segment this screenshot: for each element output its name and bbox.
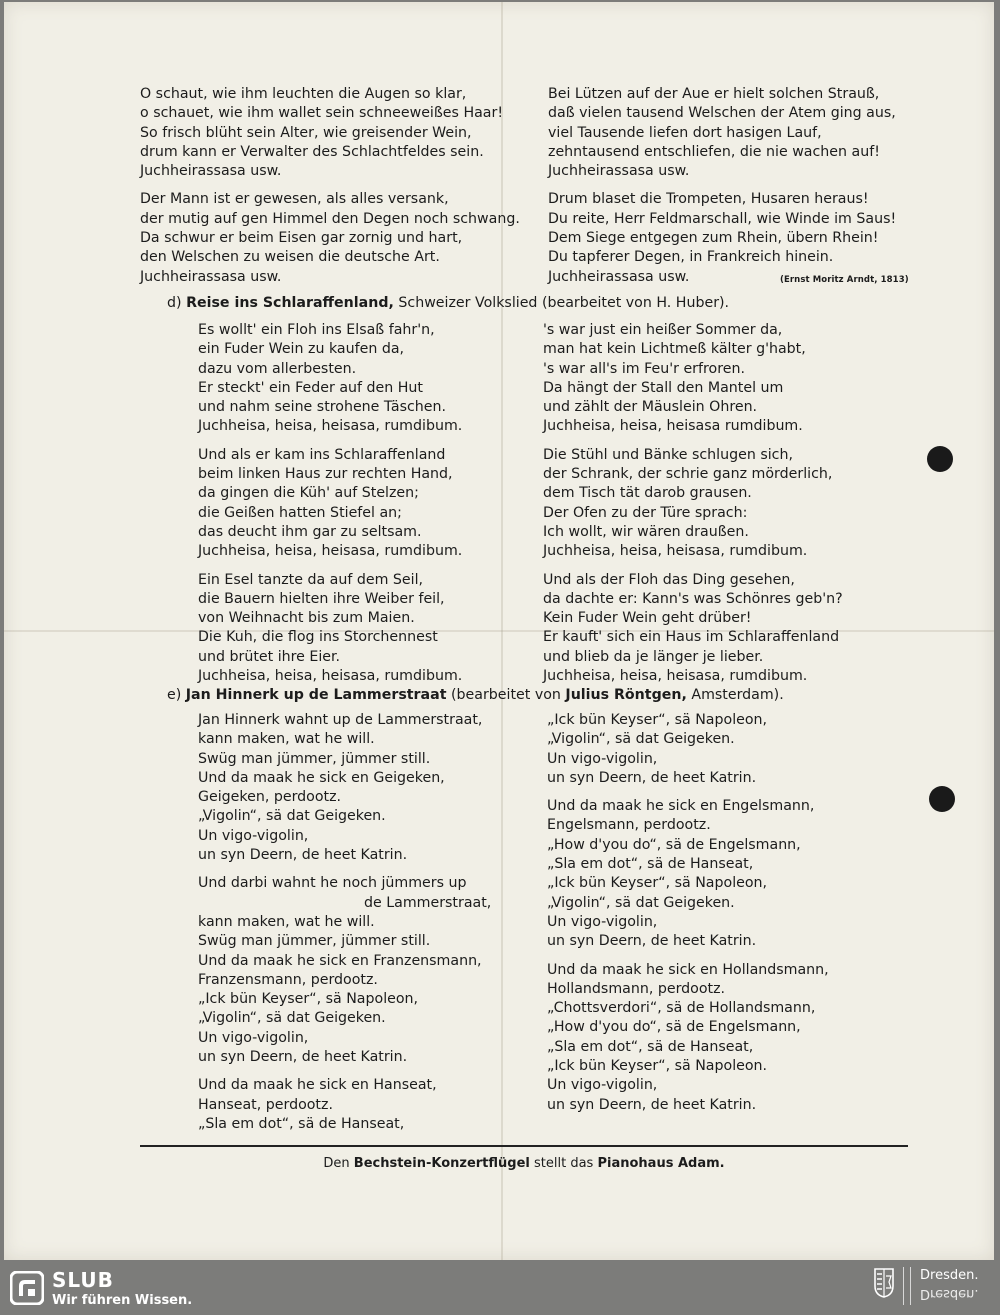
stanza-gap xyxy=(198,562,462,571)
divider xyxy=(903,1267,904,1305)
verse-line: Es wollt' ein Floh ins Elsaß fahr'n, xyxy=(198,322,435,338)
verse-line: und nahm seine strohene Täschen. xyxy=(198,399,447,416)
verse-line: 's war all's im Feu'r erfroren. xyxy=(543,360,745,377)
verse-line: Juchheisa, heisa, heisasa rumdibum. xyxy=(543,418,803,435)
footer-note-brand: Bechstein-Konzertflügel xyxy=(353,1156,530,1171)
verse-line: Da schwur er beim Eisen gar zornig und hart, xyxy=(140,230,463,247)
verse-line: un syn Deern, de heet Katrin. xyxy=(198,847,408,864)
verse-line: Und da maak he sick en Hollandsmann, xyxy=(547,961,829,978)
verse-line: der mutig auf gen Himmel den Degen noch schwang. xyxy=(140,210,520,227)
verse-line: Franzensmann, perdootz. xyxy=(198,971,378,988)
section-d-subtitle: Schweizer Volkslied (bearbeitet von H. Huber). xyxy=(398,295,730,311)
verse-line: Juchheirassasa usw. xyxy=(140,163,282,180)
verse-line: beim linken Haus zur rechten Hand, xyxy=(198,466,453,483)
footer-note-mid: stellt das xyxy=(534,1156,594,1171)
footer-note-pre: Den xyxy=(323,1156,350,1171)
verse-line: Hollandsmann, perdootz. xyxy=(547,980,726,997)
verse-line: o schauet, wie ihm wallet sein schneeweißes Haar! xyxy=(140,105,504,122)
verse-line: O schaut, wie ihm leuchten die Augen so klar, xyxy=(140,86,467,102)
verse-line: „Sla em dot“, sä de Hanseat, xyxy=(547,1038,754,1055)
verse-line: Un vigo-vigolin, xyxy=(198,1029,309,1046)
verse-line: Juchheisa, heisa, heisasa, rumdibum. xyxy=(198,543,463,560)
verse-line: Der Mann ist er gewesen, als alles versank, xyxy=(140,191,449,208)
verse-line: dem Tisch tät darob grausen. xyxy=(543,485,752,502)
slub-tagline: Wir führen Wissen. xyxy=(52,1293,193,1308)
verse-line: Engelsmann, perdootz. xyxy=(547,817,711,834)
verse-line: Swüg man jümmer, jümmer still. xyxy=(198,933,431,950)
song-top-left-column xyxy=(140,85,520,287)
stanza-gap xyxy=(547,952,829,961)
verse-line: Un vigo-vigolin, xyxy=(198,827,309,844)
section-d-left-column xyxy=(198,321,462,686)
verse-line: Kein Fuder Wein geht drüber! xyxy=(543,610,752,627)
verse-line: Juchheisa, heisa, heisasa, rumdibum. xyxy=(543,668,808,685)
verse-line: die Geißen hatten Stiefel an; xyxy=(198,504,402,521)
verse-line: Bei Lützen auf der Aue er hielt solchen Strauß, xyxy=(548,86,880,102)
divider xyxy=(910,1267,911,1305)
dresden-crest-icon xyxy=(874,1268,894,1298)
verse-line: da gingen die Küh' auf Stelzen; xyxy=(198,485,419,502)
verse-line: Die Stühl und Bänke schlugen sich, xyxy=(543,446,793,463)
section-d-marker: d) xyxy=(167,295,182,311)
section-e-subtitle-pre: (bearbeitet von xyxy=(451,687,561,703)
section-e-heading xyxy=(167,685,784,705)
verse-line: daß vielen tausend Welschen der Atem ging aus, xyxy=(548,105,896,122)
verse-line: und blieb da je länger je lieber. xyxy=(543,648,764,665)
section-e-marker: e) xyxy=(167,687,182,703)
verse-line: „How d'you do“, sä de Engelsmann, xyxy=(547,836,801,853)
stanza-gap xyxy=(140,181,520,190)
verse-line: Hanseat, perdootz. xyxy=(198,1096,333,1113)
verse-line: Ein Esel tanzte da auf dem Seil, xyxy=(198,571,424,588)
footer-rule xyxy=(140,1145,908,1147)
stanza-gap xyxy=(198,865,491,874)
verse-line: Ich wollt, wir wären draußen. xyxy=(543,523,749,540)
verse-line: ein Fuder Wein zu kaufen da, xyxy=(198,341,405,358)
stanza-gap xyxy=(198,1067,491,1076)
fold-crease-horizontal xyxy=(4,630,994,632)
verse-line: Und da maak he sick en Franzensmann, xyxy=(198,952,482,969)
verse-line: un syn Deern, de heet Katrin. xyxy=(547,769,757,786)
slub-name[interactable]: SLUB xyxy=(52,1268,114,1292)
verse-line: und zählt der Mäuslein Ohren. xyxy=(543,399,758,416)
author-credit: (Ernst Moritz Arndt, 1813) xyxy=(780,274,909,285)
verse-line: „Ick bün Keyser“, sä Napoleon, xyxy=(547,712,768,728)
verse-line: „Ick bün Keyser“, sä Napoleon, xyxy=(198,991,419,1008)
verse-line: Und da maak he sick en Geigeken, xyxy=(198,769,445,786)
verse-line: Un vigo-vigolin, xyxy=(547,913,658,930)
verse-line: Juchheirassasa usw. (Ernst Moritz Arndt, 1813) xyxy=(548,268,896,287)
stanza-gap xyxy=(547,788,829,797)
verse-line: und brütet ihre Eier. xyxy=(198,648,341,665)
verse-line: Juchheisa, heisa, heisasa, rumdibum. xyxy=(543,543,808,560)
verse-line: 's war just ein heißer Sommer da, xyxy=(543,322,783,338)
verse-line: viel Tausende liefen dort hasigen Lauf, xyxy=(548,124,822,141)
verse-line: da dachte er: Kann's was Schönres geb'n? xyxy=(543,590,843,607)
verse-line: der Schrank, der schrie ganz mörderlich, xyxy=(543,466,833,483)
verse-line: „Ick bün Keyser“, sä Napoleon, xyxy=(547,875,768,892)
stanza-gap xyxy=(543,562,843,571)
viewer-footer-bar xyxy=(0,1262,1000,1315)
verse-line: zehntausend entschliefen, die nie wachen auf! xyxy=(548,143,880,160)
verse-line: Und da maak he sick en Hanseat, xyxy=(198,1077,437,1094)
section-e-right-column xyxy=(547,711,829,1115)
verse-line: Juchheisa, heisa, heisasa, rumdibum. xyxy=(198,418,463,435)
verse-line: Juchheirassasa usw. xyxy=(548,163,690,180)
verse-line: Jan Hinnerk wahnt up de Lammerstraat, xyxy=(198,712,483,728)
verse-line: Du reite, Herr Feldmarschall, wie Winde im Saus! xyxy=(548,210,897,227)
section-e-left-column xyxy=(198,711,491,1134)
section-e-arranger: Julius Röntgen, xyxy=(565,687,687,703)
punch-hole-upper xyxy=(927,446,953,472)
verse-line: Und als er kam ins Schlaraffenland xyxy=(198,446,446,463)
verse-line: Juchheisa, heisa, heisasa, rumdibum. xyxy=(198,668,463,685)
slub-logo-icon[interactable] xyxy=(10,1271,44,1305)
verse-line: un syn Deern, de heet Katrin. xyxy=(547,933,757,950)
verse-line: de Lammerstraat, xyxy=(364,894,492,911)
stanza-gap xyxy=(548,181,896,190)
verse-line: un syn Deern, de heet Katrin. xyxy=(547,1096,757,1113)
verse-line: So frisch blüht sein Alter, wie greisender Wein, xyxy=(140,124,472,141)
verse-line: Un vigo-vigolin, xyxy=(547,750,658,767)
section-d-title: Reise ins Schlaraffenland, xyxy=(186,295,394,311)
verse-line: „How d'you do“, sä de Engelsmann, xyxy=(547,1019,801,1036)
verse-line: „Vigolin“, sä dat Geigeken. xyxy=(198,1010,386,1027)
verse-line: Geigeken, perdootz. xyxy=(198,789,342,806)
verse-line: Und darbi wahnt he noch jümmers up xyxy=(198,875,467,892)
footer-note xyxy=(140,1154,908,1174)
verse-line: Du tapferer Degen, in Frankreich hinein. xyxy=(548,249,834,266)
verse-line: „Vigolin“, sä dat Geigeken. xyxy=(547,894,735,911)
verse-line: Drum blaset die Trompeten, Husaren heraus! xyxy=(548,191,869,208)
song-top-right-column xyxy=(548,85,909,287)
verse-line: Un vigo-vigolin, xyxy=(547,1077,658,1094)
verse-line: „Chottsverdori“, sä de Hollandsmann, xyxy=(547,1000,816,1017)
verse-line: Da hängt der Stall den Mantel um xyxy=(543,379,784,396)
verse-line: „Sla em dot“, sä de Hanseat, xyxy=(547,856,754,873)
verse-line: un syn Deern, de heet Katrin. xyxy=(198,1049,408,1066)
verse-line: Er kauft' sich ein Haus im Schlaraffenland xyxy=(543,629,840,646)
verse-line: Der Ofen zu der Türe sprach: xyxy=(543,504,748,521)
verse-line: „Vigolin“, sä dat Geigeken. xyxy=(198,808,386,825)
verse-line: Dem Siege entgegen zum Rhein, übern Rhein! xyxy=(548,230,879,247)
punch-hole-lower xyxy=(929,786,955,812)
verse-line: „Vigolin“, sä dat Geigeken. xyxy=(547,731,735,748)
verse-line: Und als der Floh das Ding gesehen, xyxy=(543,571,795,588)
section-e-title: Jan Hinnerk up de Lammerstraat xyxy=(185,687,447,703)
section-d-heading xyxy=(167,293,729,313)
verse-line: die Bauern hielten ihre Weiber feil, xyxy=(198,590,445,607)
verse-line: dazu vom allerbesten. xyxy=(198,360,357,377)
verse-line: „Ick bün Keyser“, sä Napoleon. xyxy=(547,1058,768,1075)
verse-line: drum kann er Verwalter des Schlachtfeldes sein. xyxy=(140,143,484,160)
verse-line: Juchheirassasa usw. xyxy=(140,268,282,285)
dresden-name[interactable]: Dresden. xyxy=(920,1268,979,1283)
verse-line: den Welschen zu weisen die deutsche Art. xyxy=(140,249,440,266)
verse-line: Die Kuh, die flog ins Storchennest xyxy=(198,629,438,646)
verse-line: Swüg man jümmer, jümmer still. xyxy=(198,750,431,767)
stanza-gap xyxy=(543,437,843,446)
verse-line: kann maken, wat he will. xyxy=(198,913,375,930)
section-d-right-column xyxy=(543,321,843,686)
section-e-subtitle-post: Amsterdam). xyxy=(691,687,784,703)
document-page xyxy=(4,2,994,1260)
stanza-gap xyxy=(198,437,462,446)
verse-line: kann maken, wat he will. xyxy=(198,731,375,748)
verse-line: von Weihnacht bis zum Maien. xyxy=(198,610,415,627)
verse-line: man hat kein Lichtmeß kälter g'habt, xyxy=(543,341,806,358)
dresden-name-mirror: Dresden. xyxy=(920,1286,979,1301)
verse-line: „Sla em dot“, sä de Hanseat, xyxy=(198,1115,405,1132)
verse-line: Und da maak he sick en Engelsmann, xyxy=(547,798,815,815)
verse-line: das deucht ihm gar zu seltsam. xyxy=(198,523,422,540)
verse-line: Er steckt' ein Feder auf den Hut xyxy=(198,379,423,396)
footer-note-store: Pianohaus Adam. xyxy=(597,1156,725,1171)
